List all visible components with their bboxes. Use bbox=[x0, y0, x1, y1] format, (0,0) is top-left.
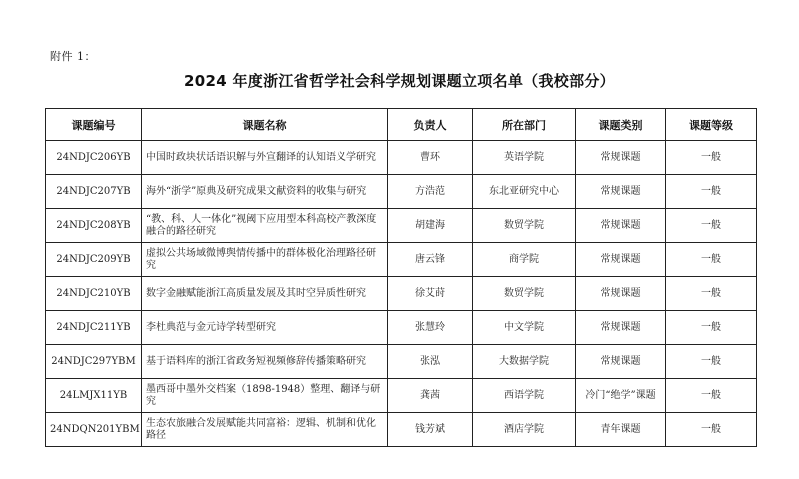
cell-project-type: 常规课题 bbox=[576, 141, 666, 175]
table-row bbox=[46, 311, 757, 345]
table-row bbox=[46, 413, 757, 447]
cell-department: 西语学院 bbox=[473, 379, 576, 413]
cell-project-level: 一般 bbox=[666, 345, 757, 379]
cell-leader: 龚茜 bbox=[388, 379, 473, 413]
table-header-row bbox=[46, 109, 757, 141]
cell-project-level: 一般 bbox=[666, 243, 757, 277]
cell-project-type: 常规课题 bbox=[576, 311, 666, 345]
cell-project-level: 一般 bbox=[666, 277, 757, 311]
cell-department: 中文学院 bbox=[473, 311, 576, 345]
header-project-name: 课题名称 bbox=[142, 109, 388, 141]
project-table bbox=[45, 108, 757, 447]
table-row bbox=[46, 379, 757, 413]
cell-leader: 胡建海 bbox=[388, 209, 473, 243]
cell-project-name: “教、科、人一体化”视阈下应用型本科高校产教深度融合的路径研究 bbox=[142, 209, 388, 243]
cell-leader: 张慧玲 bbox=[388, 311, 473, 345]
cell-project-type: 常规课题 bbox=[576, 209, 666, 243]
cell-leader: 徐艾莳 bbox=[388, 277, 473, 311]
cell-project-name: 数字金融赋能浙江高质量发展及其时空异质性研究 bbox=[142, 277, 388, 311]
cell-project-level: 一般 bbox=[666, 175, 757, 209]
cell-project-type: 常规课题 bbox=[576, 243, 666, 277]
cell-project-type: 常规课题 bbox=[576, 175, 666, 209]
header-department: 所在部门 bbox=[473, 109, 576, 141]
cell-project-name: 基于语料库的浙江省政务短视频修辞传播策略研究 bbox=[142, 345, 388, 379]
cell-project-code: 24NDJC208YB bbox=[46, 209, 142, 243]
cell-project-type: 青年课题 bbox=[576, 413, 666, 447]
cell-project-name: 虚拟公共场域微博舆情传播中的群体极化治理路径研究 bbox=[142, 243, 388, 277]
cell-leader: 钱芳斌 bbox=[388, 413, 473, 447]
cell-department: 数贸学院 bbox=[473, 209, 576, 243]
cell-project-type: 常规课题 bbox=[576, 277, 666, 311]
cell-project-name: 生态农旅融合发展赋能共同富裕：逻辑、机制和优化路径 bbox=[142, 413, 388, 447]
cell-leader: 方浩范 bbox=[388, 175, 473, 209]
cell-project-level: 一般 bbox=[666, 141, 757, 175]
cell-project-name: 中国时政块状话语识解与外宣翻译的认知语义学研究 bbox=[142, 141, 388, 175]
table-row bbox=[46, 345, 757, 379]
cell-project-code: 24NDJC211YB bbox=[46, 311, 142, 345]
cell-project-code: 24NDJC297YBM bbox=[46, 345, 142, 379]
header-project-type: 课题类别 bbox=[576, 109, 666, 141]
cell-project-level: 一般 bbox=[666, 413, 757, 447]
cell-project-level: 一般 bbox=[666, 209, 757, 243]
cell-department: 酒店学院 bbox=[473, 413, 576, 447]
cell-project-level: 一般 bbox=[666, 379, 757, 413]
table-row bbox=[46, 141, 757, 175]
cell-department: 大数据学院 bbox=[473, 345, 576, 379]
cell-department: 商学院 bbox=[473, 243, 576, 277]
cell-department: 数贸学院 bbox=[473, 277, 576, 311]
document-title: 2024 年度浙江省哲学社会科学规划课题立项名单（我校部分） bbox=[184, 72, 615, 90]
table-row bbox=[46, 277, 757, 311]
cell-leader: 张泓 bbox=[388, 345, 473, 379]
header-project-level: 课题等级 bbox=[666, 109, 757, 141]
cell-project-level: 一般 bbox=[666, 311, 757, 345]
attachment-label: 附件 1： bbox=[50, 50, 96, 63]
cell-department: 东北亚研究中心 bbox=[473, 175, 576, 209]
table-row bbox=[46, 209, 757, 243]
cell-project-name: 海外“浙学”原典及研究成果文献资料的收集与研究 bbox=[142, 175, 388, 209]
header-leader: 负责人 bbox=[388, 109, 473, 141]
cell-project-code: 24NDQN201YBM bbox=[46, 413, 142, 447]
cell-project-name: 李杜典范与金元诗学转型研究 bbox=[142, 311, 388, 345]
cell-project-code: 24NDJC209YB bbox=[46, 243, 142, 277]
table-row bbox=[46, 243, 757, 277]
cell-leader: 曹环 bbox=[388, 141, 473, 175]
table-row bbox=[46, 175, 757, 209]
header-project-code: 课题编号 bbox=[46, 109, 142, 141]
cell-project-type: 冷门“绝学”课题 bbox=[576, 379, 666, 413]
cell-project-code: 24NDJC206YB bbox=[46, 141, 142, 175]
cell-project-code: 24LMJX11YB bbox=[46, 379, 142, 413]
cell-leader: 唐云锋 bbox=[388, 243, 473, 277]
cell-project-name: 墨西哥中墨外交档案（1898-1948）整理、翻译与研究 bbox=[142, 379, 388, 413]
cell-project-type: 常规课题 bbox=[576, 345, 666, 379]
cell-department: 英语学院 bbox=[473, 141, 576, 175]
cell-project-code: 24NDJC207YB bbox=[46, 175, 142, 209]
cell-project-code: 24NDJC210YB bbox=[46, 277, 142, 311]
